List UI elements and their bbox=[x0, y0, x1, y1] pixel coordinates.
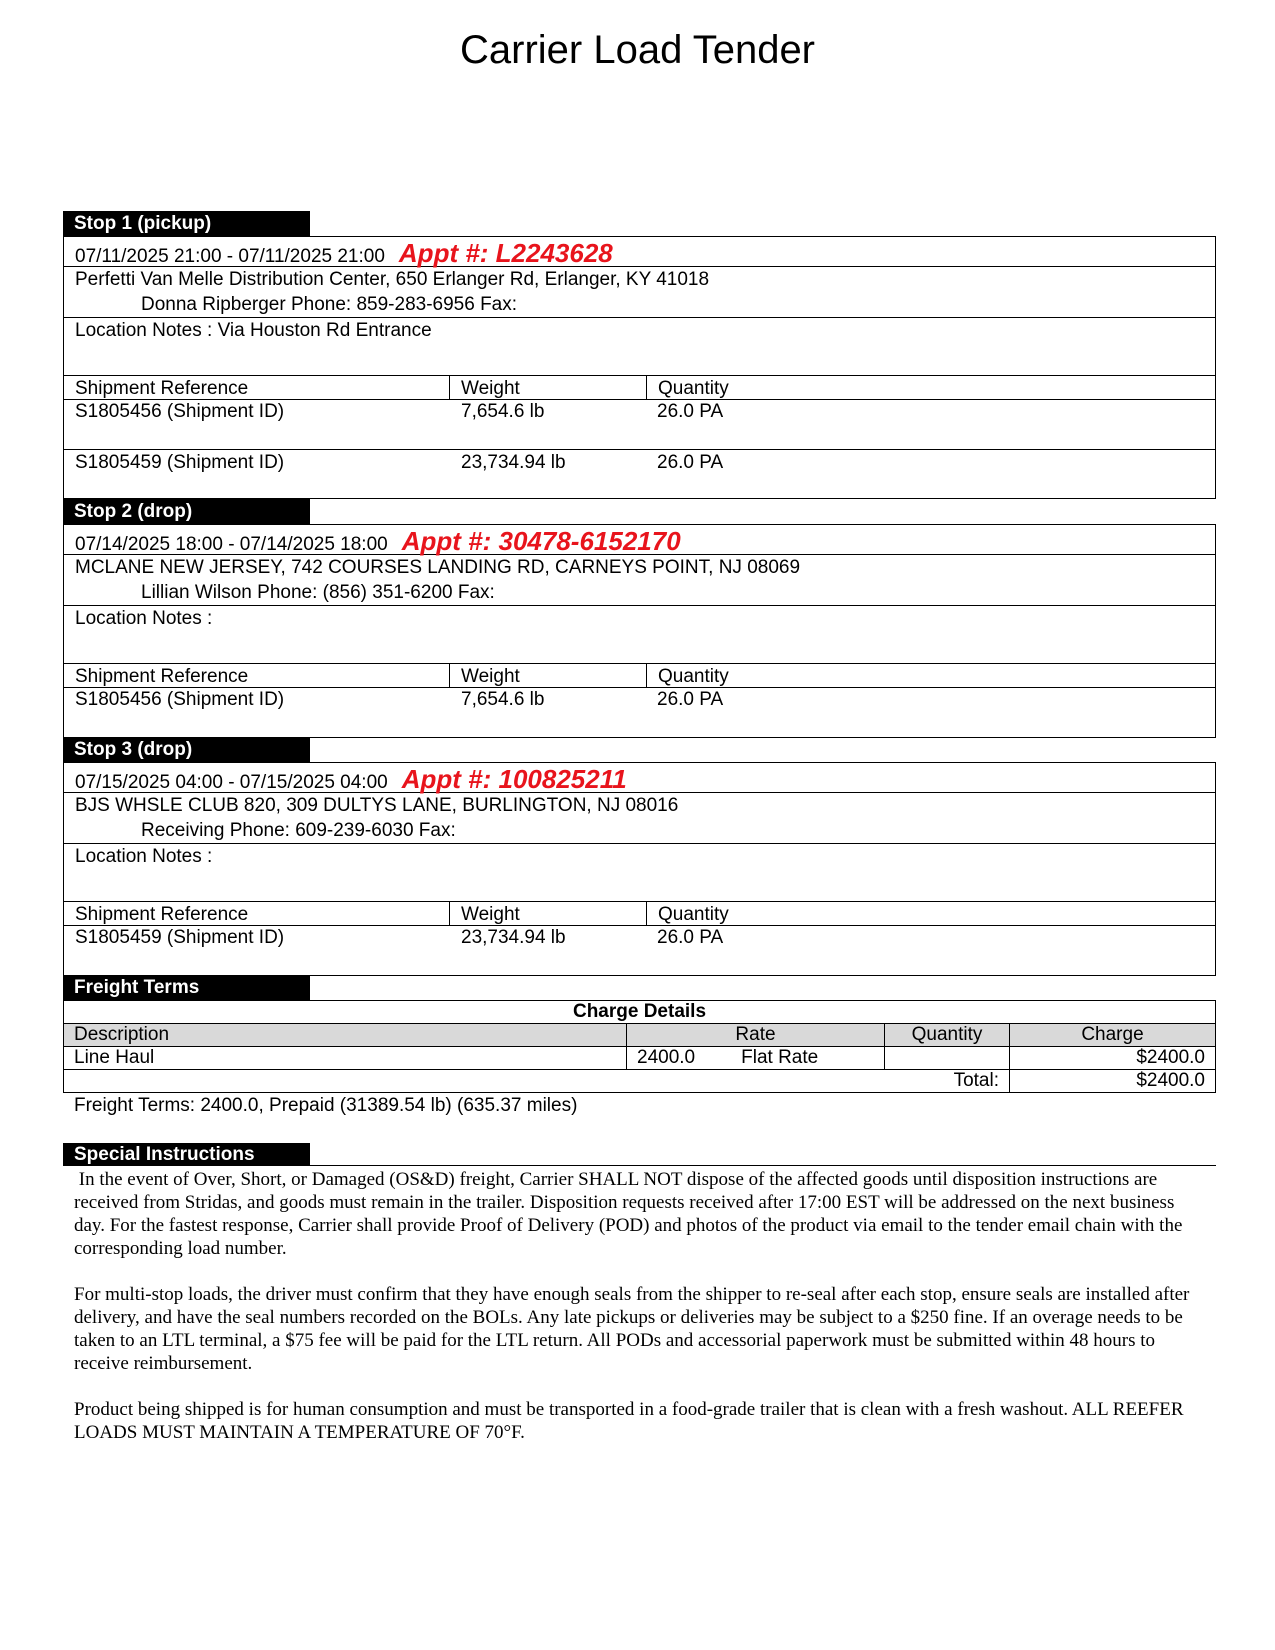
stop-1-time-row bbox=[64, 237, 1215, 267]
col-header-weight: Weight bbox=[449, 664, 646, 687]
charge-description: Line Haul bbox=[64, 1047, 627, 1070]
shipment-qty: 26.0 PA bbox=[657, 401, 724, 422]
stop-3-address-row bbox=[64, 793, 1215, 844]
shipment-weight: 7,654.6 lb bbox=[461, 401, 545, 422]
shipment-ref: S1805459 (Shipment ID) bbox=[75, 927, 285, 948]
stop-1-address: Perfetti Van Melle Distribution Center, 650 Erlanger Rd, Erlanger, KY 41018 bbox=[75, 269, 710, 290]
shipment-weight: 23,734.94 lb bbox=[461, 927, 566, 948]
stop-3-address: BJS WHSLE CLUB 820, 309 DULTYS LANE, BURLINGTON, NJ 08016 bbox=[75, 795, 679, 816]
special-instructions-header-label: Special Instructions bbox=[63, 1143, 310, 1165]
total-amount: $2400.0 bbox=[1010, 1070, 1216, 1093]
charge-rate-cell bbox=[627, 1047, 885, 1070]
special-paragraph-1: In the event of Over, Short, or Damaged (OS&D) freight, Carrier SHALL NOT dispose of the affected goods until disposition instructions are received from Stridas, and goods must remain in the trailer. Disposition requests received after 17:00 EST will be addressed on the next business day. For the fastest response, Carrier shall provide Proof of Delivery (POD) and photos of the product via email to the tender email chain with the corresponding load number. bbox=[74, 1169, 1188, 1259]
charge-quantity bbox=[885, 1047, 1010, 1070]
special-paragraph-2: For multi-stop loads, the driver must confirm that they have enough seals from the shipper to re-seal after each stop, ensure seals are installed after delivery, and have the seal numbers recorded on the BOLs. Any late pickups or deliveries may be subject to a $250 fine. If an overage needs to be taken to an LTL terminal, a $75 fee will be paid for the LTL return. All PODs and accessorial paperwork must be submitted within 48 hours to receive reimbursement. bbox=[74, 1284, 1190, 1374]
stop-2-contact: Lillian Wilson Phone: (856) 351-6200 Fax: bbox=[141, 582, 495, 603]
stop-1-appt: Appt #: L2243628 bbox=[398, 238, 613, 268]
stop-1-section bbox=[63, 211, 1216, 499]
shipment-ref: S1805456 (Shipment ID) bbox=[75, 689, 285, 710]
freight-terms-text: Freight Terms: 2400.0, Prepaid (31389.54 lb) (635.37 miles) bbox=[74, 1095, 578, 1116]
shipment-ref: S1805456 (Shipment ID) bbox=[75, 401, 285, 422]
stop-1-time: 07/11/2025 21:00 - 07/11/2025 21:00 bbox=[75, 246, 385, 267]
col-header-quantity: Quantity bbox=[646, 664, 1215, 687]
stop-2-time: 07/14/2025 18:00 - 07/14/2025 18:00 bbox=[75, 534, 388, 555]
stop-3-notes: Location Notes : bbox=[75, 846, 213, 867]
col-header-reference: Shipment Reference bbox=[75, 666, 249, 687]
stop-3-time-row bbox=[64, 763, 1215, 793]
stop-2-notes: Location Notes : bbox=[75, 608, 213, 629]
stop-2-appt: Appt #: 30478-6152170 bbox=[401, 526, 681, 556]
col-header-quantity: Quantity bbox=[646, 902, 1215, 925]
special-paragraph-3: Product being shipped is for human consumption and must be transported in a food-grade trailer that is clean with a fresh washout. ALL REEFER LOADS MUST MAINTAIN A TEMPERATURE OF 70°F. bbox=[74, 1399, 1184, 1443]
freight-terms-header bbox=[63, 975, 1216, 1000]
stop-1-header bbox=[63, 211, 1216, 237]
stop-3-col-headers bbox=[64, 902, 1215, 926]
stop-3-time: 07/15/2025 04:00 - 07/15/2025 04:00 bbox=[75, 772, 388, 793]
total-label: Total: bbox=[64, 1070, 1010, 1093]
stop-1-notes: Location Notes : Via Houston Rd Entrance bbox=[75, 320, 432, 341]
table-row bbox=[64, 926, 1215, 975]
table-row bbox=[64, 688, 1215, 737]
shipment-weight: 7,654.6 lb bbox=[461, 689, 545, 710]
stop-1-col-headers bbox=[64, 376, 1215, 400]
stop-1-box bbox=[63, 237, 1216, 499]
stop-2-box bbox=[63, 525, 1216, 738]
col-header-quantity: Quantity bbox=[646, 376, 1215, 399]
stop-2-time-row bbox=[64, 525, 1215, 555]
shipment-qty: 26.0 PA bbox=[657, 452, 724, 473]
total-row bbox=[64, 1070, 1216, 1093]
shipment-qty: 26.0 PA bbox=[657, 689, 724, 710]
special-instructions-header bbox=[63, 1143, 1216, 1166]
shipment-weight: 23,734.94 lb bbox=[461, 452, 566, 473]
stop-2-notes-row bbox=[64, 606, 1215, 664]
stop-1-contact: Donna Ripberger Phone: 859-283-6956 Fax: bbox=[141, 294, 518, 315]
stop-1-address-row bbox=[64, 267, 1215, 318]
col-header-description: Description bbox=[64, 1024, 627, 1047]
stop-2-col-headers bbox=[64, 664, 1215, 688]
stop-1-notes-row bbox=[64, 318, 1215, 376]
table-row bbox=[64, 450, 1215, 498]
col-header-rate: Rate bbox=[627, 1024, 885, 1047]
stop-1-header-label: Stop 1 (pickup) bbox=[63, 211, 310, 236]
charge-rate: 2400.0 bbox=[637, 1047, 696, 1068]
col-header-weight: Weight bbox=[449, 902, 646, 925]
stop-3-section bbox=[63, 737, 1216, 976]
charge-details-table bbox=[63, 1000, 1216, 1093]
charge-rate-type: Flat Rate bbox=[741, 1047, 819, 1068]
charge-header-row bbox=[64, 1024, 1216, 1047]
table-row bbox=[64, 1047, 1216, 1070]
stop-3-notes-row bbox=[64, 844, 1215, 902]
col-header-reference: Shipment Reference bbox=[75, 378, 249, 399]
stop-3-contact: Receiving Phone: 609-239-6030 Fax: bbox=[141, 820, 456, 841]
col-header-charge: Charge bbox=[1010, 1024, 1216, 1047]
freight-terms-header-label: Freight Terms bbox=[63, 975, 310, 1000]
stop-2-address-row bbox=[64, 555, 1215, 606]
page-title: Carrier Load Tender bbox=[459, 28, 816, 72]
stop-2-address: MCLANE NEW JERSEY, 742 COURSES LANDING RD, CARNEYS POINT, NJ 08069 bbox=[75, 557, 801, 578]
col-header-reference: Shipment Reference bbox=[75, 904, 249, 925]
charge-details-title: Charge Details bbox=[64, 1001, 1216, 1024]
stop-3-header-label: Stop 3 (drop) bbox=[63, 737, 310, 762]
freight-terms-section bbox=[63, 975, 1216, 1118]
stop-3-box bbox=[63, 763, 1216, 976]
charge-amount: $2400.0 bbox=[1010, 1047, 1216, 1070]
stop-2-section bbox=[63, 499, 1216, 738]
shipment-qty: 26.0 PA bbox=[657, 927, 724, 948]
stop-2-header-label: Stop 2 (drop) bbox=[63, 499, 310, 524]
col-header-quantity: Quantity bbox=[885, 1024, 1010, 1047]
stop-2-header bbox=[63, 499, 1216, 525]
special-instructions-section bbox=[63, 1143, 1216, 1444]
col-header-weight: Weight bbox=[449, 376, 646, 399]
stop-3-header bbox=[63, 737, 1216, 763]
table-row bbox=[64, 400, 1215, 450]
shipment-ref: S1805459 (Shipment ID) bbox=[75, 452, 285, 473]
stop-3-appt: Appt #: 100825211 bbox=[401, 764, 627, 794]
